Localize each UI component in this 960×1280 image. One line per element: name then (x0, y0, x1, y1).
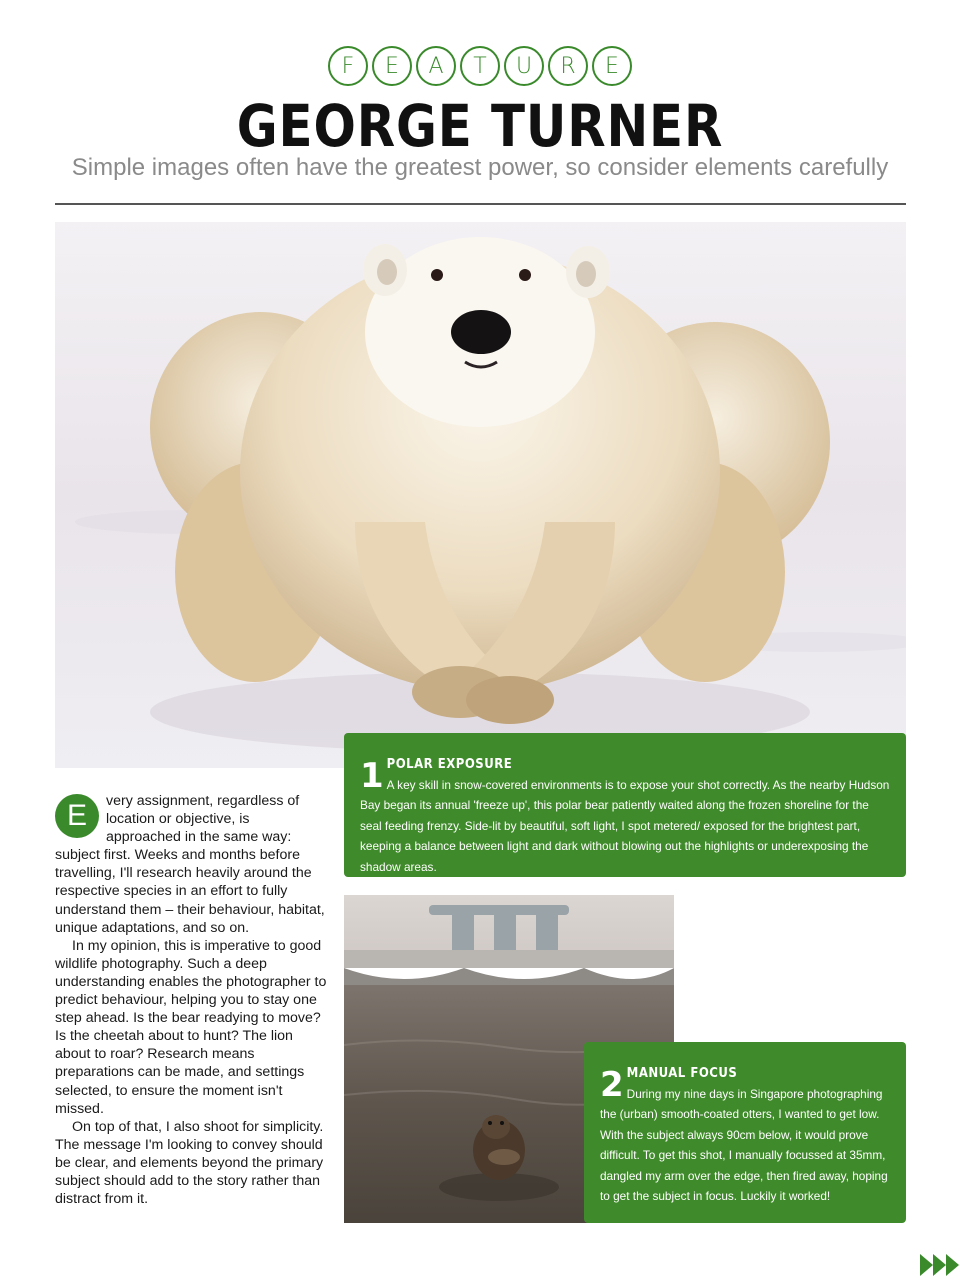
caption-manual-focus (584, 1042, 906, 1223)
kicker-letter: E (592, 46, 632, 86)
paragraph (55, 792, 327, 937)
polar-bear-photo (55, 222, 906, 768)
caption-title: POLAR EXPOSURE (386, 757, 513, 772)
kicker-letter: F (328, 46, 368, 86)
paragraph: On top of that, I also shoot for simplicity. The message I'm looking to convey should be clear, and elements beyond the primary subject should add to the story rather than distract from it. (55, 1118, 324, 1208)
kicker-letter: R (548, 46, 588, 86)
standfirst: Simple images often have the greatest power, so consider elements carefully (71, 154, 889, 181)
caption-title: MANUAL FOCUS (626, 1066, 738, 1081)
caption-body: A key skill in snow-covered environments is to expose your shot correctly. As the nearby Hudson Bay began its annual 'freeze up', this polar bear patiently waited along the frozen shoreline for the seal feeding frenzy. Side-lit by beautiful, soft light, I spot metered/ exposed for the brightest part, keeping a balance between light and dark without blowing out the highlights or underexposing the shadow areas. (360, 778, 890, 874)
kicker-letter: U (504, 46, 544, 86)
caption-number: 1 (360, 756, 384, 796)
kicker-letter: T (460, 46, 500, 86)
paragraph: In my opinion, this is imperative to good wildlife photography. Such a deep understanding enables the photographer to predict behaviour, helping you to stay one step ahead. Is the bear readying to move? Is the cheetah about to hunt? The lion about to roar? Research means preparations can be made, and settings selected, to ensure the moment isn't missed. (55, 937, 327, 1117)
caption-body: During my nine days in Singapore photographing the (urban) smooth-coated otters, I wanted to get low. With the subject always 90cm below, it would prove difficult. To get this shot, I manually focussed at 35mm, dangled my arm over the edge, then fired away, hoping to get the subject in focus. Luckily it worked! (600, 1087, 888, 1204)
article-body (55, 792, 327, 1208)
caption-number: 2 (600, 1065, 624, 1105)
arrow-icon (933, 1254, 946, 1276)
arrow-icon (946, 1254, 959, 1276)
next-page-arrow-icon[interactable] (920, 1254, 959, 1276)
divider (55, 203, 906, 205)
paragraph-text: very assignment, regardless of location or objective, is approached in the same way: subject first. Weeks and months before travelling, I'll research heavily around the respective species in an effort to fully understand them – their behaviour, habitat, unique adaptations, and so on. (55, 793, 325, 936)
arrow-icon (920, 1254, 933, 1276)
caption-polar-exposure (344, 733, 906, 877)
drop-cap: E (55, 794, 99, 838)
kicker-letter: A (416, 46, 456, 86)
feature-kicker (0, 46, 960, 86)
kicker-letter: E (372, 46, 412, 86)
page-title: GEORGE TURNER (236, 92, 724, 160)
